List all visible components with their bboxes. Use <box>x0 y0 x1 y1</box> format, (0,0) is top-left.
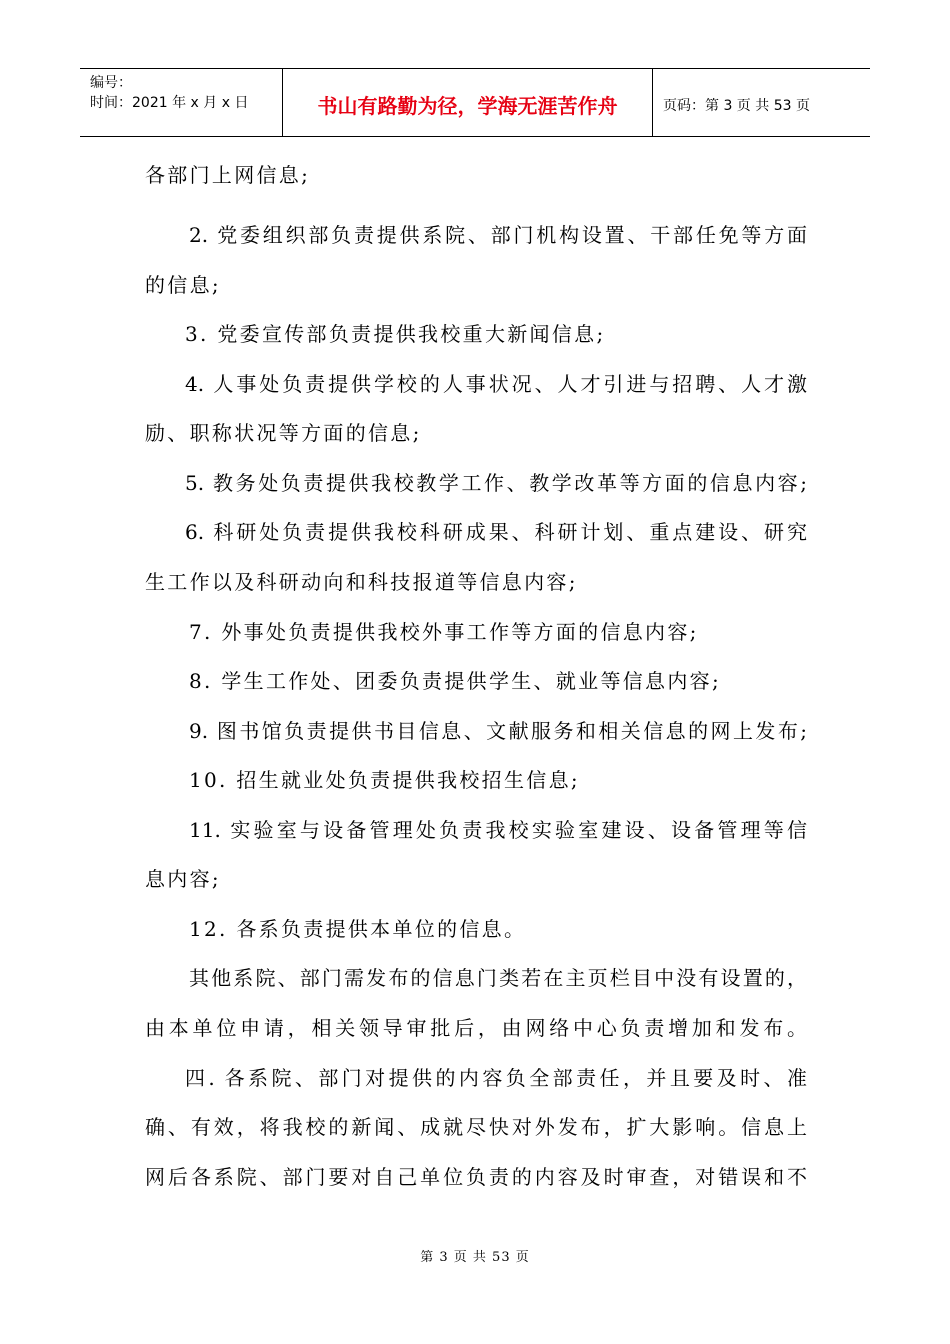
text-line: 励、职称状况等方面的信息; <box>145 421 422 445</box>
text-line: 9. 图书馆负责提供书目信息、文献服务和相关信息的网上发布; <box>189 719 807 743</box>
header-page-info: 页码：第 3 页 共 53 页 <box>663 97 810 114</box>
page-footer: 第 3 页 共 53 页 <box>420 1250 530 1265</box>
text-line: 4. 人事处负责提供学校的人事状况、人才引进与招聘、人才激 <box>185 372 807 396</box>
text-line: 11. 实验室与设备管理处负责我校实验室建设、设备管理等信 <box>189 818 807 842</box>
text-line: 网后各系院、部门要对自己单位负责的内容及时审查，对错误和不 <box>145 1165 807 1189</box>
text-line: 确、有效，将我校的新闻、成就尽快对外发布，扩大影响。信息上 <box>145 1115 807 1139</box>
text-line: 10. 招生就业处负责提供我校招生信息; <box>189 768 580 792</box>
text-line: 6. 科研处负责提供我校科研成果、科研计划、重点建设、研究 <box>185 520 807 544</box>
header-motto: 书山有路勤为径，学海无涯苦作舟 <box>283 69 653 136</box>
text-line: 的信息; <box>145 273 221 297</box>
text-line: 2. 党委组织部负责提供系院、部门机构设置、干部任免等方面 <box>189 223 807 247</box>
time-label: 时间：2021 年 x 月 x 日 <box>90 95 249 111</box>
text-line: 8. 学生工作处、团委负责提供学生、就业等信息内容; <box>189 669 721 693</box>
text-line: 四. 各系院、部门对提供的内容负全部责任，并且要及时、准 <box>185 1066 807 1090</box>
text-line: 各部门上网信息; <box>145 163 311 187</box>
text-line: 由本单位申请，相关领导审批后，由网络中心负责增加和发布。 <box>145 1016 807 1040</box>
text-line: 3. 党委宣传部负责提供我校重大新闻信息; <box>185 322 606 346</box>
text-line: 12. 各系负责提供本单位的信息。 <box>189 917 527 941</box>
text-line: 其他系院、部门需发布的信息门类若在主页栏目中没有设置的， <box>189 966 807 990</box>
text-line: 息内容; <box>145 867 221 891</box>
text-line: 生工作以及科研动向和科技报道等信息内容; <box>145 570 578 594</box>
number-label: 编号： <box>90 75 132 91</box>
text-line: 7. 外事处负责提供我校外事工作等方面的信息内容; <box>189 620 699 644</box>
page-header <box>80 68 870 137</box>
text-line: 5. 教务处负责提供我校教学工作、教学改革等方面的信息内容; <box>185 471 807 495</box>
header-meta <box>80 69 283 136</box>
